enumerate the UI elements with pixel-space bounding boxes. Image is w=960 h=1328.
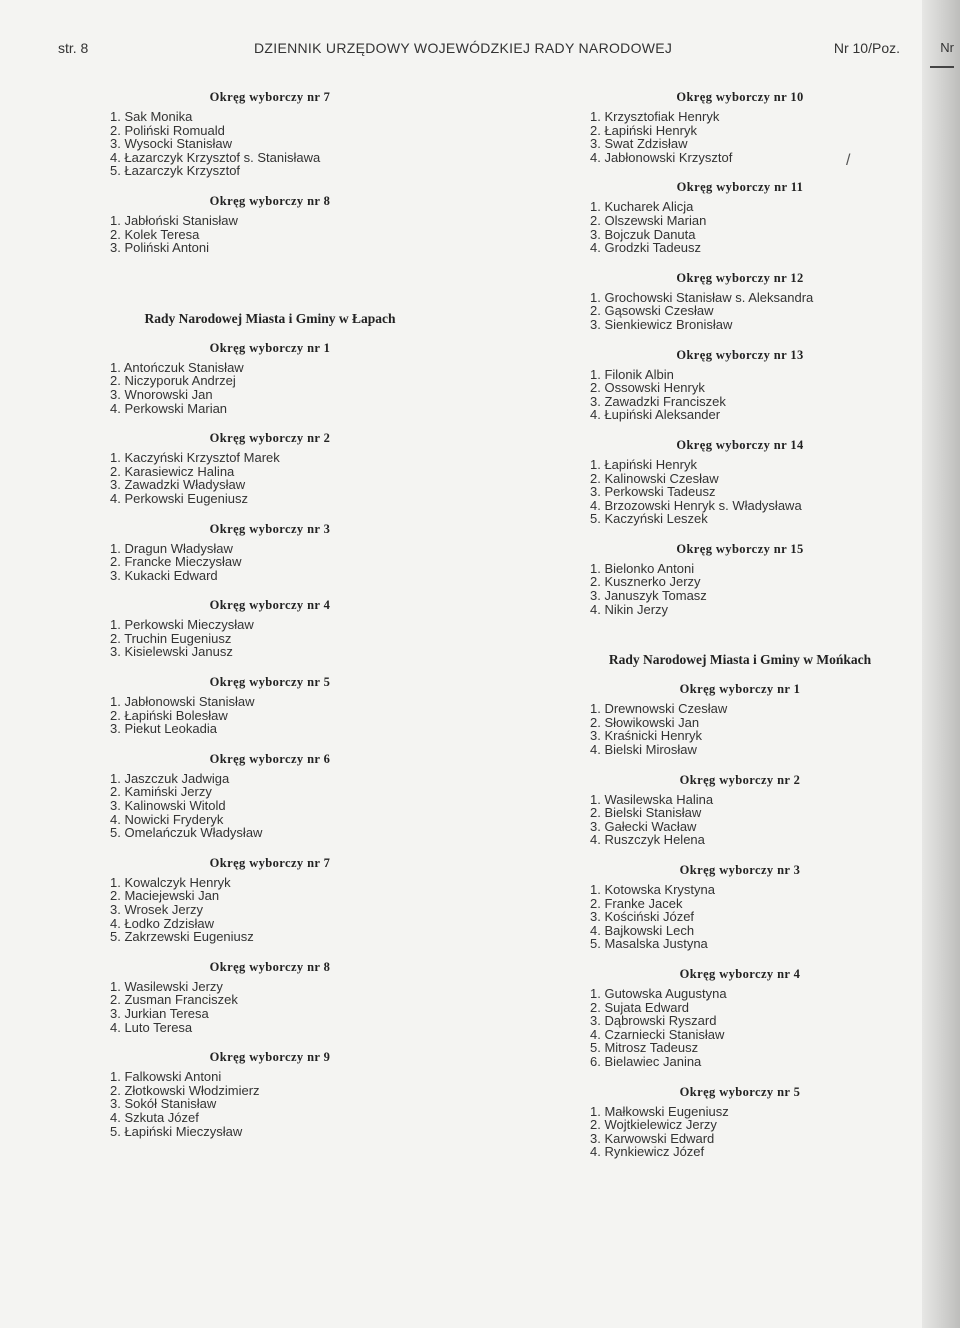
candidate-name: 2. Karasiewicz Halina	[110, 463, 235, 479]
candidate-name: 4. Nikin Jerzy	[590, 601, 669, 617]
candidate-name: 3. Kalinowski Witold	[110, 798, 226, 814]
council-heading: Rady Narodowej Miasta i Gminy w Łapach	[144, 310, 396, 326]
issue-number: Nr 10/Poz.	[833, 40, 900, 56]
candidate-list	[590, 200, 890, 254]
district-title: Okręg wyborczy nr 6	[209, 751, 331, 766]
stray-mark: /	[846, 152, 851, 169]
candidate-name: 5. Omelańczuk Władysław	[110, 825, 263, 841]
candidate-name: 2. Bielski Stanisław	[590, 805, 702, 821]
candidate-list	[110, 695, 430, 736]
candidate-name: 1. Sak Monika	[110, 109, 193, 124]
candidate-name: 4. Grodzki Tadeusz	[590, 240, 702, 256]
candidate-name: 3. Poliński Antoni	[110, 240, 210, 256]
candidate-list	[110, 361, 430, 415]
candidate-name: 5. Mitrosz Tadeusz	[590, 1040, 699, 1056]
district-title: Okręg wyborczy nr 4	[209, 598, 331, 613]
district-block	[590, 680, 890, 756]
candidate-name: 1. Małkowski Eugeniusz	[590, 1103, 729, 1119]
candidate-name: 2. Złotkowski Włodzimierz	[110, 1082, 260, 1098]
candidate-name: 2. Poliński Romuald	[110, 122, 225, 138]
district-block	[110, 854, 430, 944]
candidate-list	[110, 214, 430, 255]
candidate-name: 4. Czarniecki Stanisław	[590, 1026, 725, 1042]
district-title: Okręg wyborczy nr 5	[679, 1084, 801, 1099]
district-block	[110, 339, 430, 415]
candidate-list	[590, 702, 890, 756]
candidate-list	[590, 883, 890, 951]
candidate-name: 3. Wysocki Stanisław	[110, 136, 232, 152]
candidate-name: 3. Wrosek Jerzy	[110, 902, 203, 917]
district-block	[590, 965, 890, 1069]
candidate-name: 4. Perkowski Eugeniusz	[110, 490, 249, 506]
candidate-name: 2. Sujata Edward	[590, 999, 690, 1015]
candidate-name: 3. Karwowski Edward	[590, 1130, 715, 1146]
candidate-name: 2. Truchin Eugeniusz	[110, 630, 232, 646]
candidate-name: 1. Antończuk Stanisław	[110, 359, 244, 375]
section-gap	[110, 269, 430, 309]
district-block	[590, 88, 890, 164]
candidate-name: 4. Ruszczyk Helena	[590, 832, 705, 848]
district-title: Okręg wyborczy nr 12	[676, 270, 804, 285]
candidate-name: 2. Kalinowski Czesław	[590, 470, 719, 486]
candidate-name: 4. Łazarczyk Krzysztof s. Stanisława	[110, 149, 321, 165]
candidate-name: 5. Łazarczyk Krzysztof	[110, 163, 241, 179]
candidate-name: 1. Wasilewski Jerzy	[110, 978, 223, 994]
district-title: Okręg wyborczy nr 8	[209, 193, 331, 208]
district-title: Okręg wyborczy nr 15	[676, 541, 804, 556]
district-title: Okręg wyborczy nr 7	[209, 855, 331, 870]
candidate-name: 1. Grochowski Stanisław s. Aleksandra	[590, 289, 814, 305]
candidate-list	[110, 980, 430, 1034]
candidate-name: 2. Łapiński Henryk	[590, 122, 697, 138]
district-title: Okręg wyborczy nr 5	[209, 675, 331, 690]
candidate-name: 1. Filonik Albin	[590, 366, 674, 382]
candidate-name: 4. Bielski Mirosław	[590, 742, 697, 758]
candidate-name: 4. Nowicki Fryderyk	[110, 811, 224, 827]
district-title: Okręg wyborczy nr 11	[676, 180, 804, 195]
candidate-name: 2. Gąsowski Czesław	[590, 303, 714, 319]
district-title: Okręg wyborczy nr 2	[679, 772, 801, 787]
candidate-name: 3. Piekut Leokadia	[110, 721, 217, 737]
district-block	[110, 673, 430, 736]
candidate-name: 1. Kotowska Krystyna	[590, 882, 715, 897]
candidate-name: 1. Jabłonowski Stanisław	[110, 694, 255, 710]
candidate-list	[590, 291, 890, 332]
candidate-name: 4. Łupiński Aleksander	[590, 407, 721, 423]
candidate-name: 1. Jabłoński Stanisław	[110, 212, 238, 228]
candidate-name: 1. Bielonko Antoni	[590, 560, 695, 576]
edge-label: Nr	[940, 40, 954, 55]
candidate-name: 1. Kucharek Alicja	[590, 199, 694, 215]
candidate-name: 6. Bielawiec Janina	[590, 1053, 702, 1069]
candidate-name: 3. Kukacki Edward	[110, 567, 218, 583]
candidate-name: 2. Wojtkielewicz Jerzy	[590, 1117, 717, 1133]
left-column	[110, 88, 430, 1152]
candidate-name: 1. Kaczyński Krzysztof Marek	[110, 450, 280, 466]
candidate-name: 5. Łapiński Mieczysław	[110, 1123, 243, 1139]
district-block	[110, 192, 430, 255]
candidate-name: 1. Dragun Władysław	[110, 540, 233, 556]
journal-title: DZIENNIK URZĘDOWY WOJEWÓDZKIEJ RADY NARODOWEJ	[254, 40, 673, 56]
district-block	[590, 346, 890, 422]
candidate-name: 3. Dąbrowski Ryszard	[590, 1013, 717, 1029]
district-block	[590, 771, 890, 847]
district-block	[110, 958, 430, 1034]
candidate-list	[110, 110, 430, 178]
candidate-name: 1. Drewnowski Czesław	[590, 701, 728, 717]
candidate-name: 2. Zusman Franciszek	[110, 992, 238, 1008]
district-title: Okręg wyborczy nr 4	[679, 966, 801, 981]
candidate-name: 3. Zawadzki Władysław	[110, 477, 246, 493]
candidate-name: 3. Swat Zdzisław	[590, 136, 688, 152]
district-block	[590, 178, 890, 254]
candidate-name: 3. Januszyk Tomasz	[590, 588, 707, 604]
candidate-name: 1. Krzysztofiak Henryk	[590, 109, 720, 124]
district-block	[110, 1048, 430, 1138]
candidate-name: 2. Niczyporuk Andrzej	[110, 373, 236, 389]
district-title: Okręg wyborczy nr 7	[209, 90, 331, 104]
district-title: Okręg wyborczy nr 1	[209, 340, 331, 355]
district-title: Okręg wyborczy nr 14	[676, 437, 804, 452]
candidate-name: 3. Jurkian Teresa	[110, 1005, 209, 1021]
district-title: Okręg wyborczy nr 13	[676, 347, 804, 362]
candidate-name: 1. Falkowski Antoni	[110, 1069, 222, 1085]
candidate-name: 1. Gutowska Augustyna	[590, 985, 727, 1001]
candidate-name: 3. Gałecki Wacław	[590, 818, 697, 834]
candidate-name: 2. Franke Jacek	[590, 895, 683, 911]
candidate-name: 2. Kamiński Jerzy	[110, 784, 212, 800]
district-title: Okręg wyborczy nr 1	[679, 682, 801, 697]
district-title: Okręg wyborczy nr 3	[209, 521, 331, 536]
candidate-name: 3. Kościński Józef	[590, 909, 695, 925]
candidate-name: 5. Masalska Justyna	[590, 936, 708, 952]
district-title: Okręg wyborczy nr 3	[679, 863, 801, 877]
candidate-list	[110, 542, 430, 583]
edge-rule	[930, 66, 954, 68]
page-number: str. 8	[58, 40, 89, 56]
candidate-name: 1. Wasilewska Halina	[590, 791, 714, 807]
candidate-name: 3. Kisielewski Janusz	[110, 644, 233, 660]
candidate-name: 2. Francke Mieczysław	[110, 554, 242, 570]
candidate-name: 4. Jabłonowski Krzysztof	[590, 149, 733, 165]
candidate-name: 1. Perkowski Mieczysław	[110, 617, 254, 633]
district-block	[110, 88, 430, 178]
district-block	[590, 861, 890, 951]
candidate-name: 1. Jaszczuk Jadwiga	[110, 770, 230, 786]
district-block	[590, 540, 890, 616]
council-heading: Rady Narodowej Miasta i Gminy w Mońkach	[608, 652, 872, 668]
candidate-name: 5. Zakrzewski Eugeniusz	[110, 929, 254, 945]
district-block	[110, 429, 430, 505]
district-title: Okręg wyborczy nr 2	[209, 431, 331, 446]
candidate-list	[590, 368, 890, 422]
candidate-name: 3. Wnorowski Jan	[110, 386, 213, 402]
candidate-name: 2. Olszewski Marian	[590, 212, 707, 228]
candidate-name: 4. Łodko Zdzisław	[110, 915, 215, 931]
candidate-list	[590, 562, 890, 616]
candidate-list	[110, 876, 430, 944]
district-block	[110, 520, 430, 583]
candidate-name: 2. Maciejewski Jan	[110, 888, 220, 904]
candidate-name: 3. Sokół Stanisław	[110, 1096, 217, 1112]
candidate-name: 4. Szkuta Józef	[110, 1109, 199, 1125]
candidate-name: 3. Zawadzki Franciszek	[590, 393, 726, 409]
district-block	[110, 596, 430, 659]
candidate-name: 3. Kraśnicki Henryk	[590, 728, 702, 744]
right-column	[590, 88, 890, 1173]
candidate-name: 4. Luto Teresa	[110, 1019, 193, 1035]
candidate-name: 5. Kaczyński Leszek	[590, 511, 708, 527]
district-block	[590, 1083, 890, 1159]
candidate-name: 2. Kusznerko Jerzy	[590, 574, 701, 590]
candidate-name: 1. Kowalczyk Henryk	[110, 874, 231, 890]
candidate-name: 4. Rynkiewicz Józef	[590, 1144, 705, 1160]
candidate-list	[590, 987, 890, 1069]
candidate-list	[110, 1070, 430, 1138]
candidate-name: 4. Brzozowski Henryk s. Władysława	[590, 497, 802, 513]
district-block	[590, 269, 890, 332]
candidate-list	[590, 458, 890, 526]
page-header	[58, 40, 900, 62]
candidate-name: 3. Sienkiewicz Bronisław	[590, 316, 733, 332]
candidate-list	[110, 618, 430, 659]
district-block	[110, 750, 430, 840]
candidate-name: 2. Łapiński Bolesław	[110, 707, 228, 723]
candidate-list	[110, 772, 430, 840]
candidate-name: 2. Kolek Teresa	[110, 226, 200, 242]
candidate-name: 2. Ossowski Henryk	[590, 380, 705, 396]
candidate-list	[590, 793, 890, 847]
district-title: Okręg wyborczy nr 8	[209, 959, 331, 974]
district-title: Okręg wyborczy nr 9	[209, 1050, 331, 1065]
candidate-name: 1. Łapiński Henryk	[590, 456, 697, 472]
candidate-list	[590, 1105, 890, 1159]
section-gap	[590, 630, 890, 650]
page-edge-strip	[922, 0, 960, 1328]
candidate-list	[110, 451, 430, 505]
candidate-list	[590, 110, 890, 164]
district-title: Okręg wyborczy nr 10	[676, 90, 804, 104]
candidate-name: 4. Perkowski Marian	[110, 400, 228, 416]
candidate-name: 4. Bajkowski Lech	[590, 922, 695, 938]
candidate-name: 3. Perkowski Tadeusz	[590, 484, 716, 500]
district-block	[590, 436, 890, 526]
candidate-name: 3. Bojczuk Danuta	[590, 226, 696, 242]
candidate-name: 2. Słowikowski Jan	[590, 714, 700, 730]
